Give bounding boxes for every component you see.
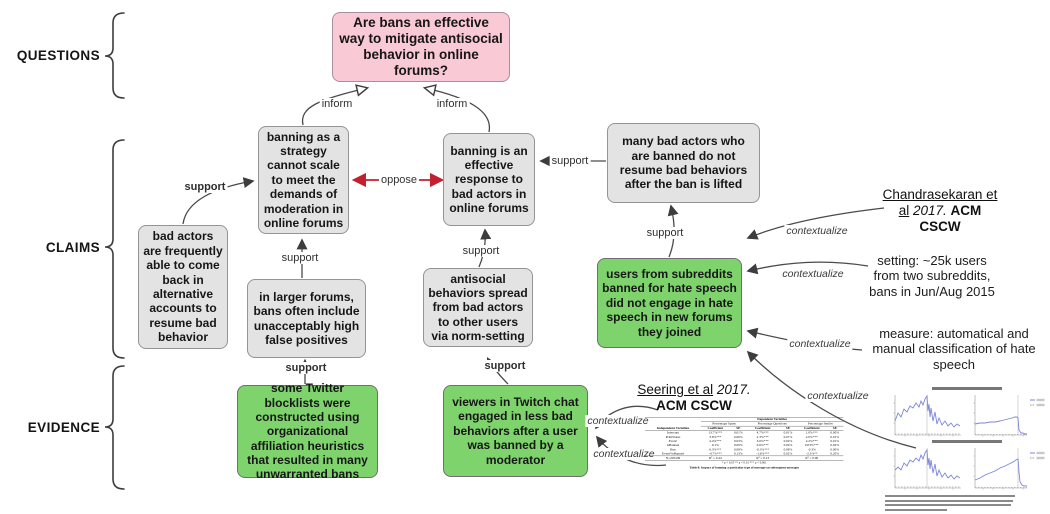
figure-caption-bars <box>885 495 1049 511</box>
inform-arrow-right <box>425 88 489 132</box>
claim-node-norm-setting[interactable]: antisocial behaviors spread from bad actors to other users via norm-setting <box>423 268 533 347</box>
mini-chart-bottom-left <box>885 444 967 492</box>
table-col-header: Coefficient <box>707 426 724 431</box>
table-col-header: SE <box>832 426 837 431</box>
edge-label-oppose[interactable]: oppose <box>380 174 418 186</box>
edge-label-support-blocklists[interactable]: support <box>285 362 327 374</box>
table-colgroup: Percentage Questions <box>747 422 797 426</box>
citation-authors: Seering et al <box>637 382 714 397</box>
table-col-header: Independent Variables <box>656 426 690 431</box>
claims-brace <box>105 140 124 358</box>
table-colgroup: Percentage Spam <box>701 422 747 426</box>
citation-year: 2017. <box>912 203 947 219</box>
table-col-header: SE <box>785 426 790 431</box>
chart-legend <box>1030 452 1045 459</box>
mini-chart-top-left <box>885 391 967 439</box>
edge-label-support-comeback[interactable]: support <box>184 181 226 193</box>
edge-label-support-falsepositives[interactable]: support <box>281 252 319 264</box>
edge-label-support-twitch[interactable]: support <box>484 360 526 372</box>
edge-label-support-noresume[interactable]: support <box>551 155 589 167</box>
mini-chart-top-right <box>967 391 1049 439</box>
edge-label-contextualize-citation[interactable]: contextualize <box>786 225 848 237</box>
claim-node-come-back[interactable]: bad actors are frequently able to come back in alternative accounts to resume bad behavior <box>138 225 228 349</box>
regression-table <box>645 417 843 461</box>
line-charts-figure-thumbnail[interactable] <box>885 386 1049 512</box>
chart-legend <box>1030 399 1045 406</box>
citation-venue: ACM CSCW <box>656 398 732 414</box>
treatment-series-line <box>975 459 1027 486</box>
evidence-node-subreddit-hate-speech[interactable]: users from subreddits banned for hate speech did not engage in hate speech in new forums they joined <box>597 258 742 348</box>
table-group-header: Dependent Variables <box>701 417 843 421</box>
claim-node-false-positives[interactable]: in larger forums, bans often include unacceptably high false positives <box>247 279 366 358</box>
edge-label-contextualize-setting[interactable]: contextualize <box>782 268 844 280</box>
edge-label-contextualize-figure[interactable]: contextualize <box>807 390 869 402</box>
table-col-header: Coefficient <box>803 426 820 431</box>
context-note-setting[interactable]: setting: ~25k users from two subreddits, bans in Jun/Aug 2015 <box>869 253 995 299</box>
citation-seering[interactable] <box>630 382 758 414</box>
edge-label-inform-left[interactable]: inform <box>321 98 353 110</box>
question-node[interactable]: Are bans an effective way to mitigate antisocial behavior in online forums? <box>332 12 510 82</box>
table-col-header: SE <box>736 426 741 431</box>
edge-label-inform-right[interactable]: inform <box>436 98 468 110</box>
context-note-measure[interactable]: measure: automatical and manual classification of hate speech <box>872 326 1036 372</box>
table-colgroup: Percentage Smiles <box>797 422 843 426</box>
citation-chandrasekaran[interactable] <box>878 187 1002 236</box>
table-footnote: * p < 0.05 ** p < 0.01 *** p < 0.001 <box>721 461 767 465</box>
table-col-header: Coefficient <box>754 426 771 431</box>
regression-table-thumbnail[interactable] <box>645 417 850 512</box>
treatment-series-line <box>975 417 1027 434</box>
evidence-node-twitch-chat[interactable]: viewers in Twitch chat engaged in less bad behaviors after a user was banned by a moderator <box>443 385 588 477</box>
claim-node-no-resume[interactable]: many bad actors who are banned do not resume bad behaviors after the ban is lifted <box>607 123 760 203</box>
citation-authors: Chandrasekaran et al <box>882 187 998 219</box>
table-caption: Table 8: Impact of banning a particular type of message on subsequent messages <box>689 465 800 470</box>
claims-section-label: CLAIMS <box>45 240 100 255</box>
citation-venue: ACM CSCW <box>919 203 982 235</box>
claim-node-cannot-scale[interactable]: banning as a strategy cannot scale to meet the demands of moderation in online forums <box>258 126 349 234</box>
edge-label-support-subreddits[interactable]: support <box>646 227 684 239</box>
questions-section-label: QUESTIONS <box>16 48 100 63</box>
edge-label-contextualize-measure[interactable]: contextualize <box>789 338 851 350</box>
figure-row-title-bar <box>932 440 1002 443</box>
questions-brace <box>105 13 124 98</box>
claim-node-effective-response[interactable]: banning is an effective response to bad actors in online forums <box>443 133 535 226</box>
evidence-node-twitter-blocklists[interactable]: some Twitter blocklists were constructed using organizational affiliation heuristics that resulted in many unwarranted bans <box>237 385 378 478</box>
edge-label-contextualize-table[interactable]: contextualize <box>593 448 655 460</box>
treatment-series-line <box>895 450 960 479</box>
edge-label-support-normsetting[interactable]: support <box>462 245 500 257</box>
mini-chart-bottom-right <box>967 444 1049 492</box>
figure-row-title-bar <box>932 387 1002 390</box>
citation-year: 2017. <box>716 382 751 397</box>
evidence-section-label: EVIDENCE <box>27 420 100 435</box>
mini-table-rows: Intercept 13.7%*** 0.01% 4.7%*** 0.01% 1.0%*** 0.00% PrimStatus 3.6%*** 0.06% 2.3%*** 0.07% 2.0%*** 0.01% Event' 4.4%*** 0.03% 3.6%*** 0.02% 2.2%*** 0.01% isBanned 0.1% 0.09% 0.6%*** 0.04% 0.03%*** 0.02% Ban 6.3%*** 0.08% -0.3%*** 0.08% -0.3% 0.00% Event*isBanned -4.7%*** 0.13% -1.6%*** 0.02% -2.3%** 0.20% N=205436 R² = 0.44 R² = 0.13 R² = 0.06 <box>645 431 843 461</box>
edge-label-contextualize-seering[interactable]: contextualize <box>587 415 649 427</box>
treatment-series-line <box>895 396 960 427</box>
evidence-brace <box>105 366 124 489</box>
